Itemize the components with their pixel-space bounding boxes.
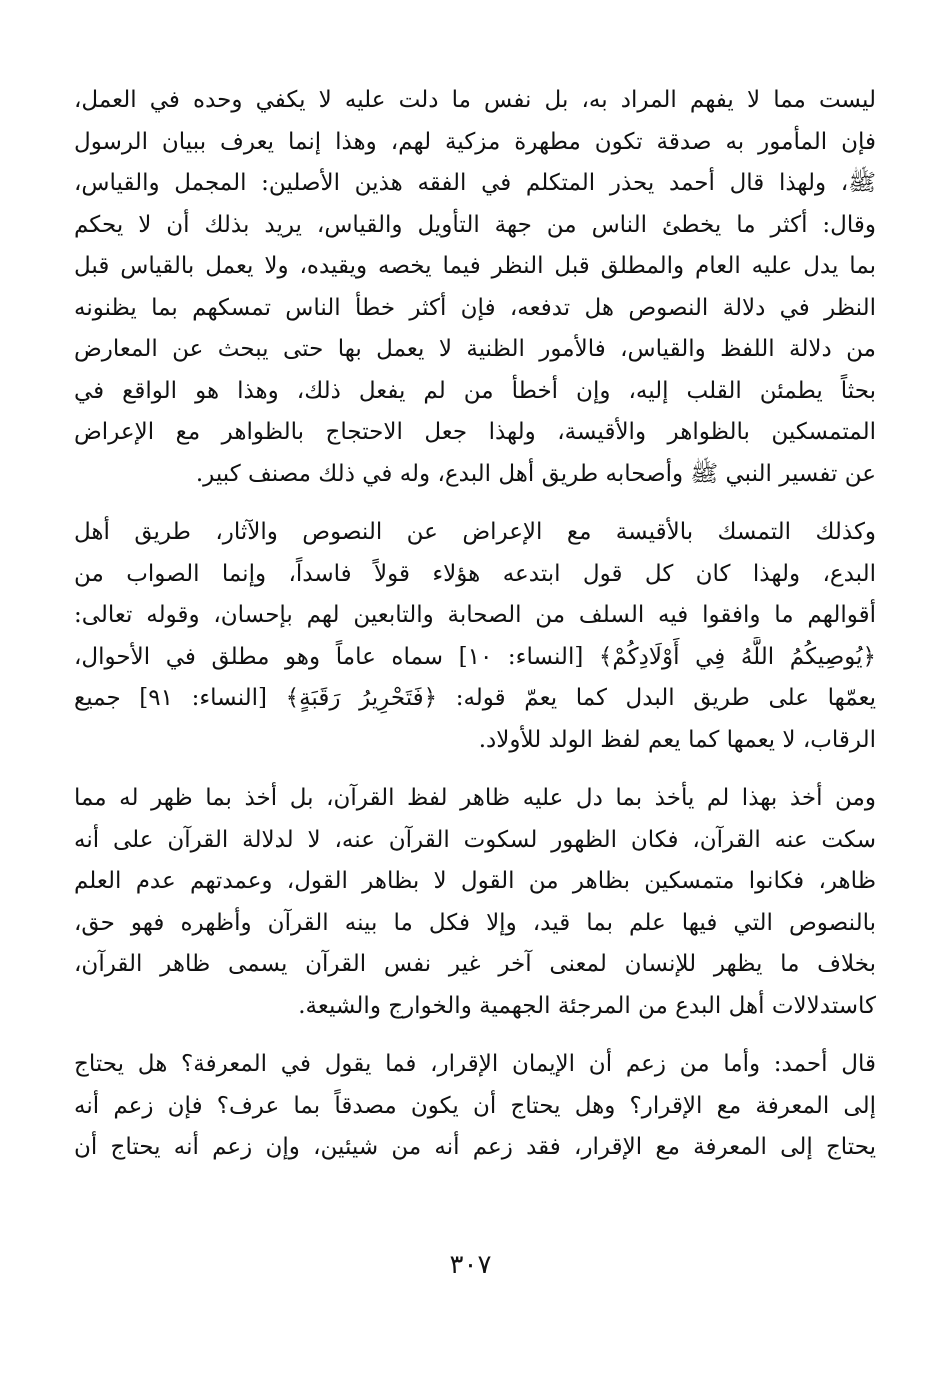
text-line: البدع، ولهذا كان كل قول ابتدعه هؤلاء قولاً فاسداً، وإنما الصواب من <box>74 560 876 587</box>
text-line: إلى المعرفة مع الإقرار؟ وهل يحتاج أن يكون مصدقاً بما عرف؟ فإن زعم أنه <box>74 1092 876 1119</box>
text-line: كاستدلالات أهل البدع من المرجئة الجهمية والخوارج والشيعة. <box>298 992 876 1019</box>
text-line: ﴿يُوصِيكُمُ اللَّهُ فِي أَوْلَادِكُمْ﴾ [النساء: ١٠] سماه عاماً وهو مطلق في الأحوال، <box>74 643 876 670</box>
paragraph-3 <box>74 778 876 1027</box>
text-line: الرقاب، لا يعمها كما يعم لفظ الولد للأولاد. <box>478 726 876 753</box>
paragraph-1 <box>74 80 876 495</box>
text-line: وقال: أكثر ما يخطئ الناس من جهة التأويل والقياس، يريد بذلك أن لا يحكم <box>74 211 876 238</box>
text-line: بحثاً يطمئن القلب إليه، وإن أخطأ من لم يفعل ذلك، وهذا هو الواقع في <box>74 377 876 404</box>
paragraph-4 <box>74 1044 876 1169</box>
text-line: ﷺ، ولهذا قال أحمد يحذر المتكلم في الفقه هذين الأصلين: المجمل والقياس، <box>74 170 876 196</box>
text-line: أقوالهم ما وافقوا فيه السلف من الصحابة والتابعين لهم بإحسان، وقوله تعالى: <box>74 602 876 628</box>
text-line: المتمسكين بالظواهر والأقيسة، ولهذا جعل الاحتجاج بالظواهر مع الإعراض <box>74 419 876 445</box>
text-line: وكذلك التمسك بالأقيسة مع الإعراض عن النصوص والآثار، طريق أهل <box>74 519 876 545</box>
text-line: سكت عنه القرآن، فكان الظهور لسكوت القرآن عنه، لا لدلالة القرآن على أنه <box>74 826 876 853</box>
page-number: ٣٠٧ <box>449 1250 492 1280</box>
text-line: بالنصوص التي فيها علم بما قيد، وإلا فكل ما بينه القرآن وأظهره فهو حق، <box>74 909 876 936</box>
text-line: ليست مما لا يفهم المراد به، بل نفس ما دلت عليه لا يكفي وحده في العمل، <box>74 87 876 113</box>
text-line: من دلالة اللفظ والقياس، فالأمور الظنية لا يعمل بها حتى يبحث عن المعارض <box>74 336 876 362</box>
text-line: ظاهر، فكانوا متمسكين بظاهر من القول لا بظاهر القول، وعمدتهم عدم العلم <box>74 868 876 894</box>
text-line: يحتاج إلى المعرفة مع الإقرار، فقد زعم أنه من شيئين، وإن زعم أنه يحتاج أن <box>74 1134 876 1160</box>
paragraph-2 <box>74 512 876 761</box>
text-line: يعمّها على طريق البدل كما يعمّ قوله: ﴿فَتَحْرِيرُ رَقَبَةٍ﴾ [النساء: ٩١] جميع <box>74 685 876 711</box>
text-line: بخلاف ما يظهر للإنسان لمعنى آخر غير نفس القرآن يسمى ظاهر القرآن، <box>74 951 876 977</box>
text-line: بما يدل عليه العام والمطلق قبل النظر فيما يخصه ويقيده، ولا يعمل بالقياس قبل <box>74 253 876 279</box>
page-body <box>74 80 876 1169</box>
text-line: ومن أخذ بهذا لم يأخذ بما دل عليه ظاهر لفظ القرآن، بل أخذ بما ظهر له مما <box>74 785 876 811</box>
text-line: قال أحمد: وأما من زعم أن الإيمان الإقرار، فما يقول في المعرفة؟ هل يحتاج <box>74 1051 876 1077</box>
text-line: النظر في دلالة النصوص هل تدفعه، فإن أكثر خطأ الناس تمسكهم بما يظنونه <box>74 294 876 321</box>
text-line: عن تفسير النبي ﷺ وأصحابه طريق أهل البدع، وله في ذلك مصنف كبير. <box>195 460 876 487</box>
text-line: فإن المأمور به صدقة تكون مطهرة مزكية لهم، وهذا إنما يعرف ببيان الرسول <box>74 128 876 155</box>
